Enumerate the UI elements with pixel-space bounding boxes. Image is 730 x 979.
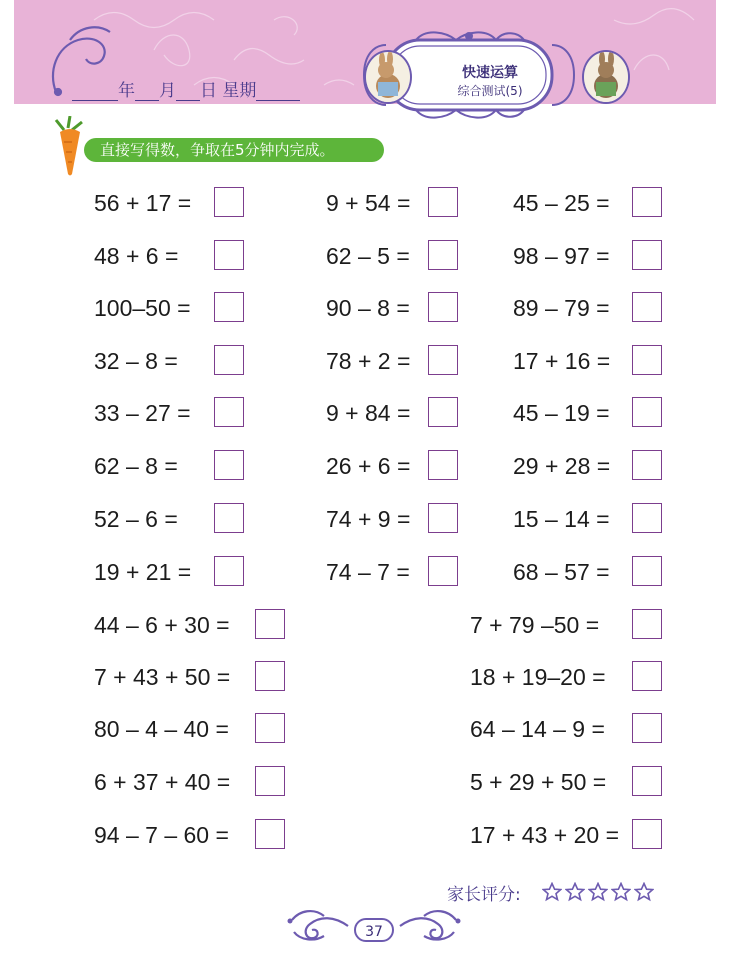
equation: 9 + 84 = bbox=[326, 400, 411, 426]
instruction-banner: 直接写得数，争取在5分钟内完成。 bbox=[84, 138, 384, 162]
equation: 52 – 6 = bbox=[94, 506, 178, 532]
equation: 94 – 7 – 60 = bbox=[94, 822, 229, 848]
footer-swirl-right-icon bbox=[398, 908, 464, 942]
star-icon[interactable] bbox=[588, 882, 608, 902]
answer-box[interactable] bbox=[214, 503, 244, 533]
answer-box[interactable] bbox=[428, 292, 458, 322]
equation: 9 + 54 = bbox=[326, 190, 411, 216]
star-icon[interactable] bbox=[634, 882, 654, 902]
equation: 48 + 6 = bbox=[94, 243, 179, 269]
answer-box[interactable] bbox=[428, 240, 458, 270]
equation: 56 + 17 = bbox=[94, 190, 192, 216]
answer-box[interactable] bbox=[632, 766, 662, 796]
bunny-portrait-right bbox=[582, 50, 630, 104]
equation: 5 + 29 + 50 = bbox=[470, 769, 607, 795]
answer-box[interactable] bbox=[632, 556, 662, 586]
worksheet-subtitle: 综合测试(5) bbox=[457, 84, 523, 98]
equation: 44 – 6 + 30 = bbox=[94, 612, 230, 638]
equation: 15 – 14 = bbox=[513, 506, 610, 532]
answer-box[interactable] bbox=[428, 450, 458, 480]
answer-box[interactable] bbox=[214, 187, 244, 217]
equation: 78 + 2 = bbox=[326, 348, 411, 374]
answer-box[interactable] bbox=[632, 450, 662, 480]
equation: 68 – 57 = bbox=[513, 559, 610, 585]
equation: 17 + 43 + 20 = bbox=[470, 822, 619, 848]
answer-box[interactable] bbox=[214, 345, 244, 375]
date-day-label: 日 bbox=[200, 81, 217, 101]
answer-box[interactable] bbox=[214, 556, 244, 586]
answer-box[interactable] bbox=[632, 292, 662, 322]
equation: 26 + 6 = bbox=[326, 453, 411, 479]
date-month-label: 月 bbox=[159, 81, 176, 101]
answer-box[interactable] bbox=[428, 187, 458, 217]
equation: 19 + 21 = bbox=[94, 559, 192, 585]
answer-box[interactable] bbox=[632, 713, 662, 743]
equation: 45 – 19 = bbox=[513, 400, 610, 426]
answer-box[interactable] bbox=[632, 819, 662, 849]
date-weekday-label: 星期 bbox=[222, 81, 257, 101]
bunny-portrait-left bbox=[364, 50, 412, 104]
answer-box[interactable] bbox=[632, 609, 662, 639]
star-icon[interactable] bbox=[542, 882, 562, 902]
equation: 18 + 19–20 = bbox=[470, 664, 606, 690]
answer-box[interactable] bbox=[214, 240, 244, 270]
equation: 6 + 37 + 40 = bbox=[94, 769, 231, 795]
equation: 74 + 9 = bbox=[326, 506, 411, 532]
page-number: 37 bbox=[354, 918, 394, 942]
answer-box[interactable] bbox=[255, 766, 285, 796]
equation: 98 – 97 = bbox=[513, 243, 610, 269]
answer-box[interactable] bbox=[428, 556, 458, 586]
equation: 29 + 28 = bbox=[513, 453, 611, 479]
answer-box[interactable] bbox=[214, 450, 244, 480]
equation: 80 – 4 – 40 = bbox=[94, 716, 229, 742]
answer-box[interactable] bbox=[214, 397, 244, 427]
equation: 100–50 = bbox=[94, 295, 191, 321]
answer-box[interactable] bbox=[632, 661, 662, 691]
rating-stars[interactable] bbox=[542, 882, 654, 902]
date-year-label: 年 bbox=[118, 81, 135, 101]
equation: 7 + 43 + 50 = bbox=[94, 664, 231, 690]
answer-box[interactable] bbox=[255, 713, 285, 743]
equation: 45 – 25 = bbox=[513, 190, 610, 216]
answer-box[interactable] bbox=[632, 503, 662, 533]
equation: 33 – 27 = bbox=[94, 400, 191, 426]
date-line bbox=[72, 76, 300, 101]
equation: 62 – 5 = bbox=[326, 243, 410, 269]
equation: 89 – 79 = bbox=[513, 295, 610, 321]
answer-box[interactable] bbox=[428, 503, 458, 533]
answer-box[interactable] bbox=[428, 345, 458, 375]
answer-box[interactable] bbox=[632, 345, 662, 375]
equation: 74 – 7 = bbox=[326, 559, 410, 585]
answer-box[interactable] bbox=[214, 292, 244, 322]
star-icon[interactable] bbox=[611, 882, 631, 902]
equation: 62 – 8 = bbox=[94, 453, 178, 479]
answer-box[interactable] bbox=[632, 397, 662, 427]
answer-box[interactable] bbox=[428, 397, 458, 427]
answer-box[interactable] bbox=[255, 661, 285, 691]
answer-box[interactable] bbox=[255, 609, 285, 639]
answer-box[interactable] bbox=[632, 187, 662, 217]
equation: 7 + 79 –50 = bbox=[470, 612, 600, 638]
equation: 64 – 14 – 9 = bbox=[470, 716, 605, 742]
answer-box[interactable] bbox=[632, 240, 662, 270]
equation: 17 + 16 = bbox=[513, 348, 611, 374]
equation: 32 – 8 = bbox=[94, 348, 178, 374]
footer-swirl-left-icon bbox=[284, 908, 350, 942]
star-icon[interactable] bbox=[565, 882, 585, 902]
answer-box[interactable] bbox=[255, 819, 285, 849]
parent-score-label: 家长评分: bbox=[447, 885, 521, 905]
equation: 90 – 8 = bbox=[326, 295, 410, 321]
worksheet-title: 快速运算 bbox=[462, 65, 518, 81]
